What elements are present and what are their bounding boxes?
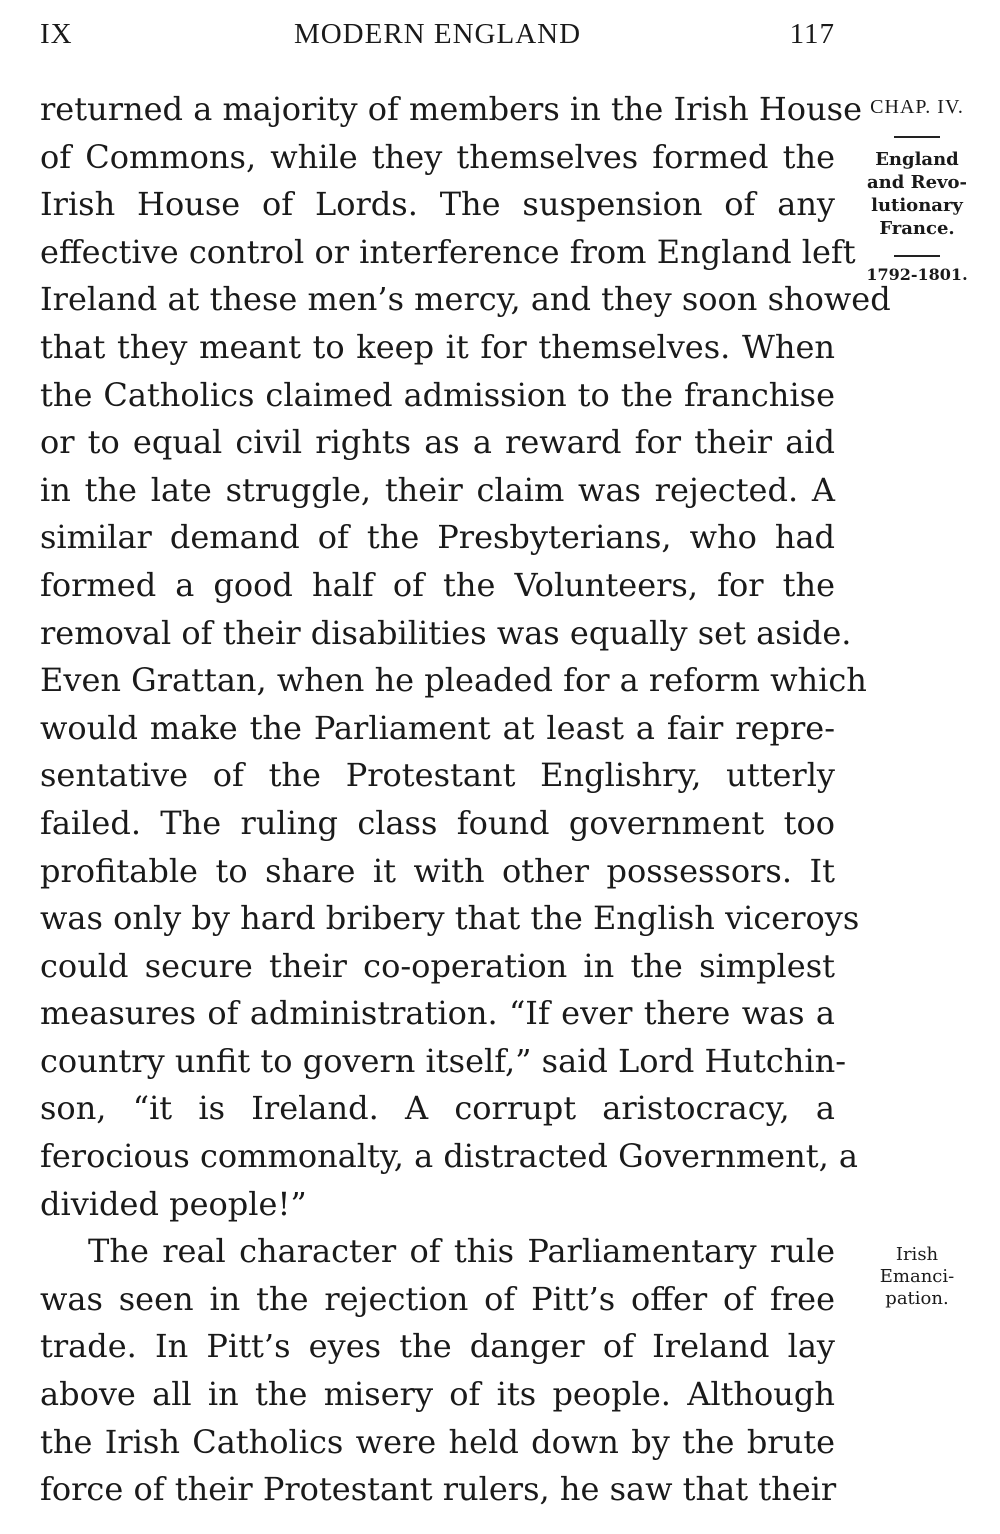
- text-line: removal of their disabilities was equally set aside.: [40, 613, 852, 652]
- page-number: 117: [789, 18, 835, 50]
- text-line: the Catholics claimed admission to the franchise: [40, 375, 835, 414]
- text-line: sentative of the Protestant Englishry, utterly: [40, 756, 835, 795]
- text-line: that they meant to keep it for themselves. When: [40, 327, 835, 366]
- text-line: effective control or interference from England left: [40, 232, 856, 271]
- sidenote-rule: [894, 136, 940, 138]
- chapter-numeral: IX: [40, 18, 73, 50]
- text-line: ferocious commonalty, a distracted Government, a: [40, 1137, 858, 1176]
- text-line: country unfit to govern itself,” said Lord Hutchin-: [40, 1041, 847, 1080]
- sidenote-topic-line: pation.: [885, 1288, 949, 1309]
- text-line: could secure their co-operation in the simplest: [40, 946, 835, 985]
- page-header: [40, 18, 835, 58]
- sidenote-rule: [894, 255, 940, 257]
- text-line: above all in the misery of its people. Although: [40, 1375, 835, 1414]
- sidenote-topic-line: Irish: [895, 1244, 939, 1265]
- sidenote-dates: 1792-1801.: [866, 265, 968, 284]
- sidenote-topic: [852, 148, 982, 240]
- text-line: was only by hard bribery that the English viceroys: [40, 899, 860, 938]
- text-line: the Irish Catholics were held down by the brute: [40, 1422, 835, 1461]
- sidenote-topic-line: Emanci-: [879, 1266, 955, 1287]
- text-line: was seen in the rejection of Pitt’s offer of free: [40, 1279, 835, 1318]
- sidenote-topic-line: France.: [879, 218, 955, 239]
- text-line: The real character of this Parliamentary rule: [88, 1232, 835, 1271]
- text-line: profitable to share it with other possessors. It: [40, 851, 835, 890]
- text-line: Even Grattan, when he pleaded for a reform which: [40, 661, 867, 700]
- text-line: failed. The ruling class found government too: [40, 803, 835, 842]
- text-line: Ireland at these men’s mercy, and they soon showed: [40, 280, 891, 319]
- text-line: of Commons, while they themselves formed the: [40, 137, 835, 176]
- text-line: or to equal civil rights as a reward for their aid: [40, 423, 835, 462]
- text-line: divided people!”: [40, 1184, 307, 1223]
- text-line: returned a majority of members in the Irish House: [40, 90, 863, 128]
- text-line: would make the Parliament at least a fair repre-: [40, 708, 835, 747]
- text-line: trade. In Pitt’s eyes the danger of Ireland lay: [40, 1327, 835, 1366]
- text-line: son, “it is Ireland. A corrupt aristocracy, a: [40, 1089, 835, 1128]
- sidenote-topic: [852, 1244, 982, 1310]
- text-line: Irish House of Lords. The suspension of any: [40, 185, 835, 224]
- body-text: [40, 86, 891, 1514]
- text-line: formed a good half of the Volunteers, for the: [40, 565, 835, 604]
- sidenote-topic-line: and Revo-: [867, 172, 967, 193]
- text-line: force of their Protestant rulers, he saw that their: [40, 1470, 837, 1509]
- sidenote-topic-line: England: [875, 149, 959, 170]
- running-title: MODERN ENGLAND: [293, 18, 582, 50]
- text-line: similar demand of the Presbyterians, who had: [40, 518, 835, 557]
- sidenote-chapter: CHAP. IV.: [870, 96, 964, 118]
- text-line: in the late struggle, their claim was rejected. A: [40, 470, 835, 509]
- text-line: measures of administration. “If ever there was a: [40, 994, 835, 1033]
- sidenote-topic-line: lutionary: [871, 195, 963, 216]
